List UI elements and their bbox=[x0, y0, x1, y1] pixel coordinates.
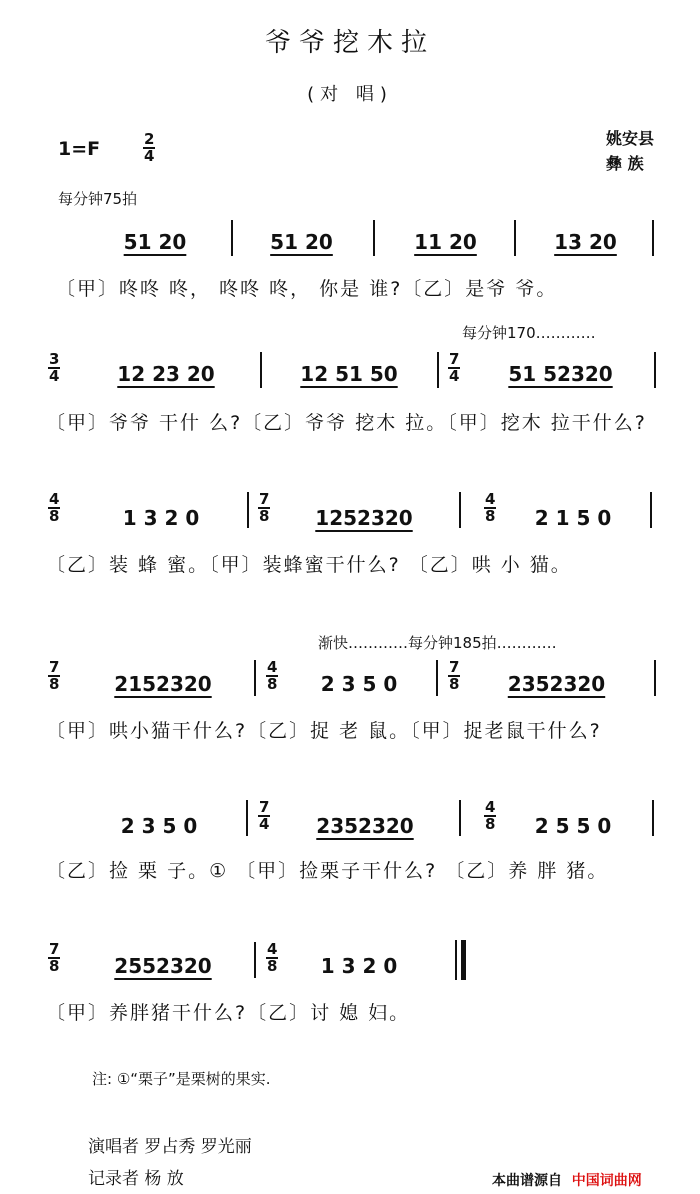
time-signature: $\frac{4}{8}$ bbox=[49, 490, 60, 525]
measure: 11 20 bbox=[414, 230, 477, 254]
notation-row-3b bbox=[284, 506, 444, 530]
measure: 2552320 bbox=[114, 954, 212, 978]
bar-line bbox=[436, 660, 438, 696]
lyric-row-5: 〔乙〕捡 栗 子。① 〔甲〕捡栗子干什么? 〔乙〕养 胖 猪。 bbox=[46, 860, 609, 882]
time-signature: $\frac{7}{8}$ bbox=[449, 658, 460, 693]
bar-line bbox=[373, 220, 375, 256]
time-signature: $\frac{4}{8}$ bbox=[267, 940, 278, 975]
bar-line bbox=[254, 942, 256, 978]
lyric-row-6: 〔甲〕养胖猪干什么?〔乙〕讨 媳 妇。 bbox=[46, 1002, 411, 1024]
notation-row-5c bbox=[508, 814, 638, 838]
bar-line bbox=[514, 220, 516, 256]
time-signature: $\frac{3}{4}$ bbox=[49, 350, 60, 385]
source-label: 本曲谱源自 bbox=[492, 1173, 562, 1189]
notation-row-5 bbox=[84, 814, 234, 838]
recorder-credit: 记录者 杨 放 bbox=[88, 1169, 184, 1189]
notation-row-6 bbox=[82, 954, 244, 978]
source-footer bbox=[492, 1170, 642, 1190]
lyric-row-1: 〔甲〕咚咚 咚， 咚咚 咚， 你是 谁?〔乙〕是爷 爷。 bbox=[56, 278, 558, 300]
time-signature: $\frac{7}{8}$ bbox=[259, 490, 270, 525]
measure: 51 20 bbox=[270, 230, 333, 254]
measure: 12 51 50 bbox=[300, 362, 398, 386]
tempo-marking-1: 每分钟75拍 bbox=[58, 190, 138, 208]
notation-row-6b bbox=[294, 954, 424, 978]
lyric-row-3: 〔乙〕装 蜂 蜜。〔甲〕装蜂蜜干什么? 〔乙〕哄 小 猫。 bbox=[46, 554, 572, 576]
footnote: 注: ①“栗子”是栗树的果实. bbox=[92, 1070, 271, 1088]
measure: 2 3 5 0 bbox=[120, 814, 198, 838]
measure: 2 5 5 0 bbox=[534, 814, 612, 838]
measure: 2352320 bbox=[507, 672, 606, 696]
time-signature: $\frac{7}{8}$ bbox=[49, 940, 60, 975]
notation-row-1d bbox=[528, 230, 643, 254]
measure: 2152320 bbox=[114, 672, 212, 696]
bar-line bbox=[459, 492, 461, 528]
measure: 51 20 bbox=[123, 230, 187, 254]
notation-row-4b bbox=[294, 672, 424, 696]
tempo-marking-2: 每分钟170………… bbox=[462, 324, 596, 342]
notation-row-2b bbox=[274, 362, 424, 386]
measure: 2 3 5 0 bbox=[320, 672, 398, 696]
notation-row-3c bbox=[508, 506, 638, 530]
tempo-marking-3: 渐快…………每分钟185拍………… bbox=[318, 634, 557, 652]
bar-line bbox=[654, 352, 656, 388]
key-signature: 1=F bbox=[58, 138, 101, 160]
final-bar-thick bbox=[461, 940, 466, 980]
lyric-row-2: 〔甲〕爷爷 干什 么?〔乙〕爷爷 挖木 拉。〔甲〕挖木 拉干什么? bbox=[46, 412, 647, 434]
time-signature: $\frac{7}{8}$ bbox=[49, 658, 60, 693]
bar-line bbox=[247, 492, 249, 528]
measure: 1 3 2 0 bbox=[320, 954, 398, 978]
measure: 13 20 bbox=[554, 230, 617, 254]
lyric-row-4: 〔甲〕哄小猫干什么?〔乙〕捉 老 鼠。〔甲〕捉老鼠干什么? bbox=[46, 720, 602, 742]
singers-credit: 演唱者 罗占秀 罗光丽 bbox=[88, 1137, 252, 1157]
source-site-link[interactable]: 中国词曲网 bbox=[571, 1173, 642, 1189]
time-signature: $\frac{4}{8}$ bbox=[267, 658, 278, 693]
time-signature: $\frac{4}{8}$ bbox=[485, 798, 496, 833]
bar-line bbox=[652, 220, 654, 256]
notation-row-1b bbox=[244, 230, 359, 254]
origin-people: 彝 族 bbox=[606, 154, 644, 173]
song-subtitle: (对 唱) bbox=[307, 84, 393, 105]
measure: 12 23 20 bbox=[117, 362, 215, 386]
notation-row-1 bbox=[100, 230, 210, 254]
song-title: 爷爷挖木拉 bbox=[264, 28, 435, 58]
bar-line bbox=[650, 492, 652, 528]
time-signature: $\frac{7}{4}$ bbox=[259, 798, 270, 833]
bar-line bbox=[246, 800, 248, 836]
bar-line bbox=[652, 800, 654, 836]
notation-row-5b bbox=[284, 814, 446, 838]
bar-line bbox=[459, 800, 461, 836]
time-signature: $\frac{2}{4}$ bbox=[144, 130, 155, 165]
final-bar-thin bbox=[455, 940, 457, 980]
bar-line bbox=[231, 220, 233, 256]
bar-line bbox=[260, 352, 262, 388]
measure: 1252320 bbox=[315, 506, 413, 530]
measure: 1 3 2 0 bbox=[122, 506, 200, 530]
notation-row-4 bbox=[82, 672, 244, 696]
bar-line bbox=[254, 660, 256, 696]
measure: 2 1 5 0 bbox=[534, 506, 612, 530]
origin-place: 姚安县 bbox=[606, 129, 655, 148]
bar-line bbox=[437, 352, 439, 388]
notation-row-1c bbox=[388, 230, 503, 254]
notation-row-4c bbox=[474, 672, 639, 696]
origin-info bbox=[606, 126, 654, 176]
measure: 2352320 bbox=[316, 814, 414, 838]
time-signature: $\frac{4}{8}$ bbox=[485, 490, 496, 525]
bar-line bbox=[654, 660, 656, 696]
time-signature: $\frac{7}{4}$ bbox=[449, 350, 460, 385]
notation-row-2c bbox=[478, 362, 643, 386]
measure: 51 52320 bbox=[508, 362, 613, 386]
notation-row-3 bbox=[86, 506, 236, 530]
notation-row-2 bbox=[86, 362, 246, 386]
